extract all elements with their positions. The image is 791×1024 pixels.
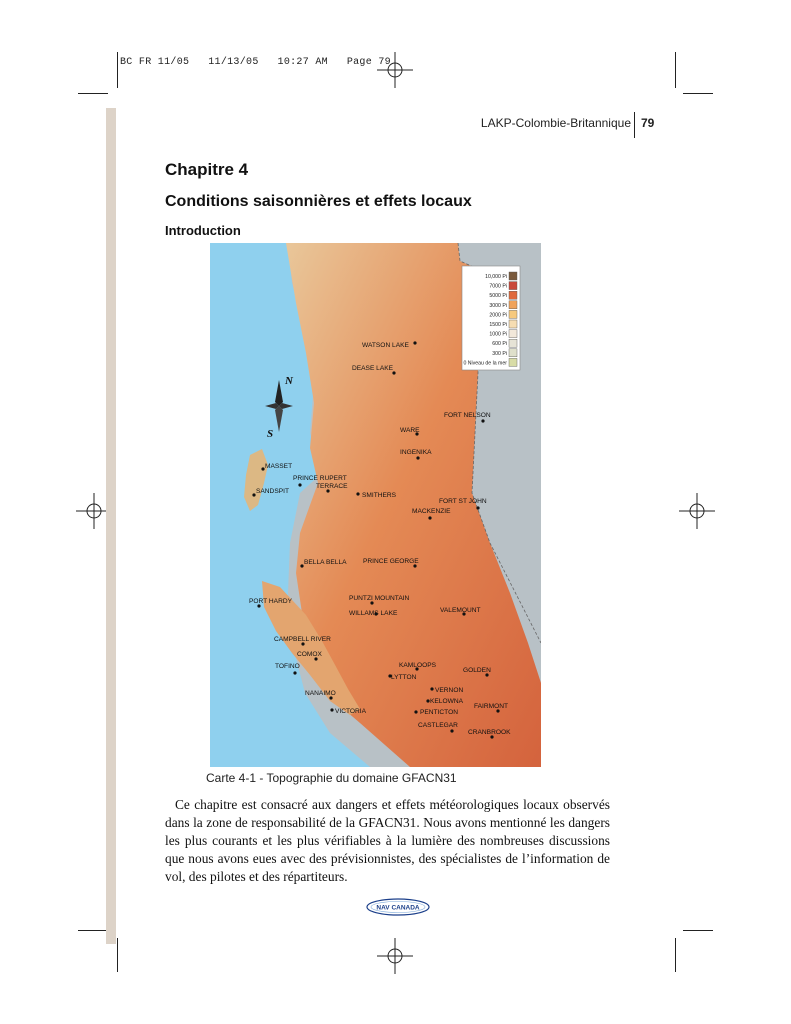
legend-label: 3000 Pi bbox=[489, 302, 507, 309]
legend-label: 600 Pi bbox=[492, 341, 507, 348]
map-legend bbox=[462, 266, 520, 370]
legend-swatch bbox=[509, 330, 517, 338]
crop-mark bbox=[683, 93, 713, 94]
crop-mark bbox=[117, 52, 118, 88]
place-label: MASSET bbox=[265, 463, 293, 470]
place-label: FORT NELSON bbox=[444, 412, 491, 419]
place-label: DEASE LAKE bbox=[352, 365, 394, 372]
legend-label: 10,000 Pi bbox=[485, 274, 507, 280]
place-label: PORT HARDY bbox=[249, 598, 292, 605]
place-label: CASTLEGAR bbox=[418, 722, 458, 729]
crop-mark bbox=[675, 938, 676, 972]
place-dot bbox=[356, 492, 359, 495]
place-dot bbox=[450, 729, 453, 732]
chapter-heading: Chapitre 4 bbox=[165, 160, 249, 179]
nav-canada-logo bbox=[366, 898, 430, 916]
crop-mark bbox=[78, 93, 108, 94]
place-label: TOFINO bbox=[275, 663, 300, 670]
place-label: CRANBROOK bbox=[468, 729, 511, 736]
legend-label: 1500 Pi bbox=[489, 322, 507, 328]
place-label: COMOX bbox=[297, 651, 322, 658]
registration-mark bbox=[377, 52, 413, 88]
place-label: KAMLOOPS bbox=[399, 662, 437, 669]
place-label: GOLDEN bbox=[463, 667, 491, 674]
page-spine-shadow bbox=[106, 108, 116, 944]
place-label: PRINCE RUPERT bbox=[293, 475, 347, 482]
place-dot bbox=[481, 419, 484, 422]
legend-swatch bbox=[509, 349, 517, 357]
place-label: BELLA BELLA bbox=[304, 559, 347, 566]
place-label: NANAIMO bbox=[305, 690, 336, 697]
place-label: WILLAMS LAKE bbox=[349, 610, 398, 617]
topographic-map bbox=[210, 243, 541, 767]
legend-label: 300 Pi bbox=[492, 350, 507, 357]
place-label: PENTICTON bbox=[420, 709, 458, 716]
place-label: PUNTZI MOUNTAIN bbox=[349, 595, 410, 602]
registration-mark bbox=[679, 493, 715, 529]
registration-mark bbox=[377, 938, 413, 974]
place-label: LYTTON bbox=[391, 674, 417, 681]
place-label: CAMPBELL RIVER bbox=[274, 636, 331, 643]
place-label: VERNON bbox=[435, 687, 464, 694]
legend-swatch bbox=[509, 310, 517, 318]
place-label: VALEMOUNT bbox=[440, 607, 481, 614]
crop-mark bbox=[78, 930, 108, 931]
logo-text: NAV CANADA bbox=[376, 904, 420, 912]
place-dot bbox=[330, 708, 333, 711]
legend-label: 1000 Pi bbox=[489, 331, 507, 338]
legend-swatch bbox=[509, 358, 517, 366]
place-dot bbox=[416, 456, 419, 459]
place-dot bbox=[430, 687, 433, 690]
crop-mark bbox=[675, 52, 676, 88]
legend-swatch bbox=[509, 320, 517, 328]
place-label: KELOWNA bbox=[430, 698, 463, 705]
body-paragraph: Ce chapitre est consacré aux dangers et effets météorologiques locaux observés dans la zone de responsabilité de la GFACN31. Nous avons mentionné les dangers les plus courants et les plus vérifiables à la lumière des nombreuses discussions que nous avons eues avec des prévisionnistes, des spécialistes de l’information de vol, des pilotes et des répartiteurs. bbox=[165, 797, 610, 884]
place-label: WATSON LAKE bbox=[362, 342, 409, 349]
print-slug: BC FR 11/05 11/13/05 10:27 AM Page 79 bbox=[120, 57, 391, 68]
legend-swatch bbox=[509, 339, 517, 347]
place-label: FAIRMONT bbox=[474, 703, 509, 710]
place-label: PRINCE GEORGE bbox=[363, 558, 419, 565]
subsection-heading: Introduction bbox=[165, 223, 241, 238]
place-dot bbox=[298, 483, 301, 486]
place-dot bbox=[428, 516, 431, 519]
legend-label: 7000 Pi bbox=[489, 283, 507, 290]
place-dot bbox=[293, 671, 296, 674]
place-dot bbox=[476, 506, 479, 509]
place-label: SMITHERS bbox=[362, 492, 397, 499]
compass-south-label: S bbox=[267, 428, 274, 440]
legend-swatch bbox=[509, 291, 517, 299]
place-label: MACKENZIE bbox=[412, 508, 451, 515]
map-caption: Carte 4-1 - Topographie du domaine GFACN31 bbox=[206, 771, 457, 785]
place-label: FORT ST JOHN bbox=[439, 498, 487, 505]
place-label: VICTORIA bbox=[335, 708, 367, 715]
compass-north-label: N bbox=[285, 375, 293, 387]
place-label: TERRACE bbox=[316, 483, 348, 490]
place-label: SANDSPIT bbox=[256, 488, 289, 495]
crop-mark bbox=[683, 930, 713, 931]
place-dot bbox=[413, 341, 416, 344]
place-label: WARE bbox=[400, 427, 420, 434]
legend-swatch bbox=[509, 301, 517, 309]
section-heading: Conditions saisonnières et effets locaux bbox=[165, 193, 472, 210]
running-head-title: LAKP-Colombie-Britannique bbox=[480, 116, 631, 130]
legend-label: 0 Niveau de la mer bbox=[463, 360, 507, 367]
place-label: INGENIKA bbox=[400, 449, 432, 456]
legend-label: 2000 Pi bbox=[489, 312, 507, 319]
legend-swatch bbox=[509, 272, 517, 280]
legend-label: 5000 Pi bbox=[489, 293, 507, 300]
place-dot bbox=[414, 710, 417, 713]
running-head-divider bbox=[634, 112, 635, 138]
crop-mark bbox=[117, 938, 118, 972]
page-number: 79 bbox=[641, 116, 655, 130]
legend-swatch bbox=[509, 282, 517, 290]
